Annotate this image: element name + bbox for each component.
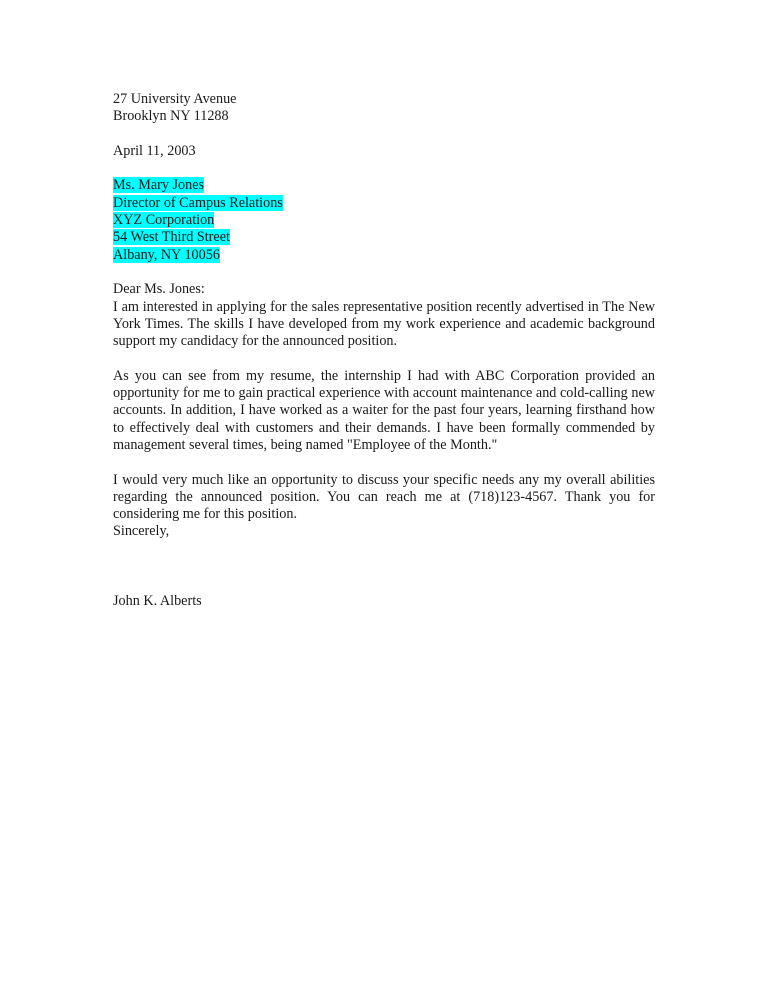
recipient-name: Ms. Mary Jones (113, 177, 205, 194)
recipient-company-line (113, 212, 655, 229)
recipient-company: XYZ Corporation (113, 212, 215, 229)
recipient-street-line (113, 229, 655, 246)
body-paragraph-3: I would very much like an opportunity to discuss your specific needs any my overall abilities regarding the announced position. You can reach me at (718)123-4567. Thank you for considering me for this position. (113, 471, 655, 523)
recipient-street: 54 West Third Street (113, 229, 230, 246)
letter-content (113, 91, 655, 610)
sender-street: 27 University Avenue (113, 91, 237, 107)
body-paragraph-1: I am interested in applying for the sales representative position recently advertised in The New York Times. The skills I have developed from my work experience and academic background support my candidacy for the announced position. (113, 298, 655, 350)
spacer (113, 454, 655, 471)
recipient-city: Albany, NY 10056 (113, 246, 220, 263)
signature-name: John K. Alberts (113, 592, 202, 609)
salutation: Dear Ms. Jones: (113, 281, 205, 298)
spacer (113, 350, 655, 367)
body-paragraph-2: As you can see from my resume, the internship I had with ABC Corporation provided an opportunity for me to gain practical experience with account maintenance and cold-calling new accounts. In addition, I have worked as a waiter for the past four years, learning firsthand how to effectively deal with customers and their demands. I have been formally commended by management several times, being named "Employee of the Month." (113, 367, 655, 453)
signature-space (113, 541, 655, 593)
spacer (113, 126, 655, 143)
spacer (113, 160, 655, 177)
closing: Sincerely, (113, 523, 170, 540)
recipient-title: Director of Campus Relations (113, 194, 283, 211)
recipient-title-line (113, 195, 655, 212)
sender-city: Brooklyn NY 11288 (113, 108, 229, 125)
spacer (113, 264, 655, 281)
recipient-city-line (113, 247, 655, 264)
letter-date: April 11, 2003 (113, 142, 196, 159)
recipient-name-line (113, 177, 655, 194)
